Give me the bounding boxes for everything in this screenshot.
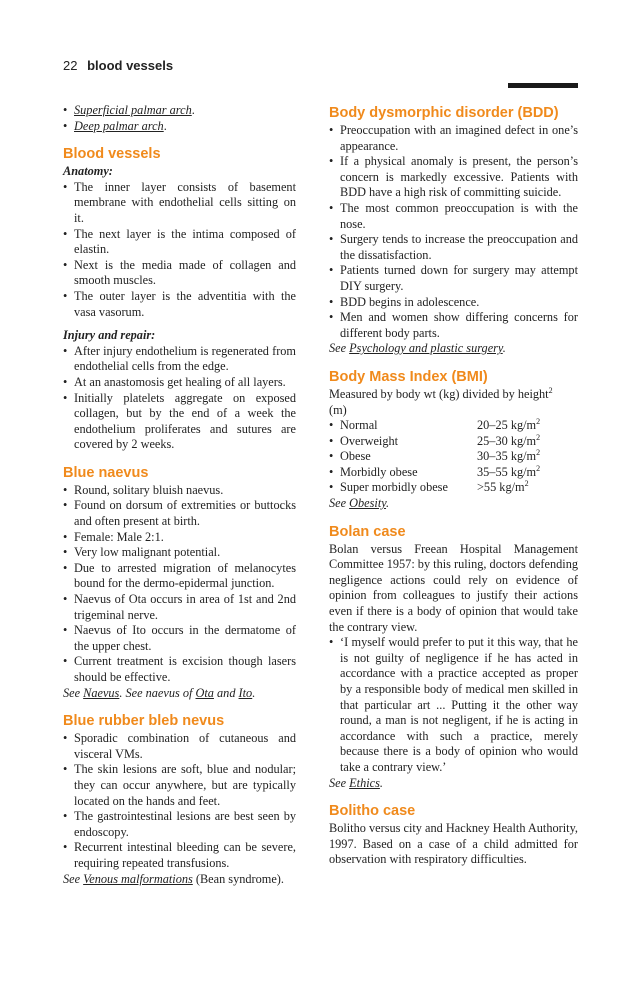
bmi-label: • Normal — [340, 418, 378, 433]
list-item: • Round, solitary bluish naevus. — [63, 483, 296, 499]
bolitho-text: Bolitho versus city and Hackney Health Authority, 1997. Based on a case of a child admitted for observation with respiratory difficulties. — [329, 821, 578, 867]
section-heading-blue-rubber-bleb-nevus: Blue rubber bleb nevus — [63, 713, 225, 730]
bmi-label: • Obese — [340, 449, 371, 464]
list-item: • Found on dorsum of extremities or buttocks and often present at birth. — [63, 498, 296, 529]
bmi-intro — [329, 387, 578, 418]
section-heading-bdd: Body dysmorphic disorder (BDD) — [329, 105, 559, 121]
list-item: • The next layer is the intima composed of elastin. — [63, 227, 296, 258]
list-item: • BDD begins in adolescence. — [329, 295, 578, 311]
see-text: (Bean syndrome). — [192, 871, 284, 886]
bmi-row — [329, 434, 578, 450]
see-text: . — [379, 775, 383, 790]
blue-naevus-list — [63, 483, 296, 686]
bmi-value: 35–55 $kg/m^2$ — [477, 463, 541, 479]
bmi-label: • Morbidly obese — [340, 464, 418, 479]
list-item: • Men and women show differing concerns for different body parts. — [329, 310, 578, 341]
header-title: blood vessels — [87, 58, 174, 73]
list-item: • If a physical anomaly is present, the person’s concern is markedly excessive. Patients with BDD have a high risk of committing suicide. — [329, 154, 578, 201]
list-item: • At an anastomosis get healing of all layers. — [63, 375, 296, 391]
list-item: • Current treatment is excision though lasers should be effective. — [63, 654, 296, 685]
list-item: • Recurrent intestinal bleeding can be severe, requiring repeated transfusions. — [63, 840, 296, 871]
bmi-label: • Super morbidly obese — [340, 480, 448, 495]
see-text: . — [502, 341, 506, 356]
injury-subheading: Injury and repair: — [63, 328, 156, 343]
list-item: • The gastrointestinal lesions are best seen by endoscopy. — [63, 809, 296, 840]
bmi-row — [329, 480, 578, 496]
see-text: See — [329, 775, 350, 790]
bolan-quote: • ‘I myself would prefer to put it this way, that he is not guilty of negligence if he has acted in accordance with a practice accepted as proper by a responsible body of medical men skilled in that particular art ... Putting it the other way round, a man is not negligent, if he is acting in accordance with such a practice, merely because there is a body of opinion who would take a contrary view.’ — [329, 635, 578, 775]
bolan-quote-list — [329, 635, 578, 775]
blue-rubber-list — [63, 731, 296, 871]
bmi-intro-text: Measured by body wt (kg) divided by height — [329, 386, 549, 401]
list-item: • Naevus of Ota occurs in area of 1st and 2nd trigeminal nerve. — [63, 592, 296, 623]
see-also-bolan — [329, 776, 578, 792]
see-text: See — [63, 685, 84, 700]
page-number: 22 — [63, 58, 78, 73]
running-header — [63, 58, 173, 73]
bmi-value: >55 $kg/m^2$ — [477, 479, 529, 495]
see-text: . See naevus of — [119, 685, 196, 700]
see-text: See — [329, 496, 350, 511]
see-text: See — [63, 871, 84, 886]
list-item: • After injury endothelium is regenerated from endothelial cells from the edge. — [63, 344, 296, 375]
deep-palmar-arch-link[interactable]: Deep palmar arch — [74, 118, 164, 133]
injury-list — [63, 344, 296, 453]
bmi-label: • Overweight — [340, 433, 399, 448]
list-item: • The outer layer is the adventitia with the vasa vasorum. — [63, 289, 296, 320]
list-item: • Surgery tends to increase the preoccupation and the dissatisfaction. — [329, 232, 578, 263]
bmi-intro-unit: (m) — [329, 402, 347, 417]
list-item: • Very low malignant potential. — [63, 545, 296, 561]
palmar-arch-list — [63, 103, 296, 134]
list-item: • Due to arrested migration of melanocytes bound for the dermo-epidermal junction. — [63, 561, 296, 592]
bmi-value: 25–30 $kg/m^2$ — [477, 432, 541, 448]
ito-link[interactable]: Ito — [238, 685, 253, 700]
list-item: • Sporadic combination of cutaneous and visceral VMs. — [63, 731, 296, 762]
see-also-bmi — [329, 496, 578, 512]
header-rule — [508, 83, 578, 88]
list-item: • Naevus of Ito occurs in the dermatome of the upper chest. — [63, 623, 296, 654]
list-item: • Next is the media made of collagen and smooth muscles. — [63, 258, 296, 289]
bmi-row — [329, 449, 578, 465]
section-heading-blue-naevus: Blue naevus — [63, 464, 149, 481]
list-item: • The inner layer consists of basement membrane with endothelial cells sitting on it. — [63, 180, 296, 227]
list-item: • Preoccupation with an imagined defect in one’s appearance. — [329, 123, 578, 154]
list-item: • Deep palmar arch. — [63, 119, 296, 135]
bmi-row — [329, 418, 578, 434]
see-text: . — [252, 685, 256, 700]
list-item: • Superficial palmar arch. — [63, 103, 296, 119]
obesity-link[interactable]: Obesity — [349, 496, 387, 511]
anatomy-list — [63, 180, 296, 320]
naevus-link[interactable]: Naevus — [83, 685, 120, 700]
anatomy-subheading: Anatomy: — [63, 164, 113, 179]
section-heading-bolan-case: Bolan case — [329, 523, 406, 540]
venous-malformations-link[interactable]: Venous malformations — [83, 871, 193, 886]
bmi-row — [329, 465, 578, 481]
bdd-list — [329, 123, 578, 341]
bmi-value: 30–35 $kg/m^2$ — [477, 448, 541, 464]
list-item: • The most common preoccupation is with the nose. — [329, 201, 578, 232]
list-item: • Initially platelets aggregate on exposed collagen, but by the end of a week the endothelium proliferates and sutures are covered by 2 weeks. — [63, 391, 296, 453]
superficial-palmar-arch-link[interactable]: Superficial palmar arch — [74, 103, 192, 117]
see-also-bdd — [329, 341, 578, 357]
section-heading-blood-vessels: Blood vessels — [63, 146, 161, 163]
see-text: . — [386, 496, 390, 511]
ethics-link[interactable]: Ethics — [349, 775, 380, 790]
list-item: • The skin lesions are soft, blue and nodular; they can occur anywhere, but are typically located on the hands and feet. — [63, 762, 296, 809]
psychology-link[interactable]: Psychology and plastic surgery — [349, 341, 503, 356]
bmi-value: 20–25 $kg/m^2$ — [477, 417, 541, 433]
section-heading-bmi: Body Mass Index (BMI) — [329, 368, 488, 385]
left-column — [63, 103, 296, 887]
bmi-table — [329, 418, 578, 496]
section-heading-bolitho-case: Bolitho case — [329, 803, 416, 820]
see-text: See — [329, 341, 350, 356]
right-column — [329, 103, 578, 868]
ota-link[interactable]: Ota — [195, 685, 214, 700]
bolan-text: Bolan versus Freean Hospital Management Committee 1957: by this ruling, doctors defending negligence actions could rely on evidence of opinion from colleagues to justify their actions even if there is a body of opinion that would take the contrary view. — [329, 541, 578, 634]
list-item: • Female: Male 2:1. — [63, 530, 296, 546]
see-also-blue-rubber — [63, 872, 296, 888]
bmi-intro-sup: 2 — [548, 385, 553, 395]
list-item: • Patients turned down for surgery may attempt DIY surgery. — [329, 263, 578, 294]
see-also-blue-naevus — [63, 686, 296, 702]
see-text: and — [213, 685, 239, 700]
